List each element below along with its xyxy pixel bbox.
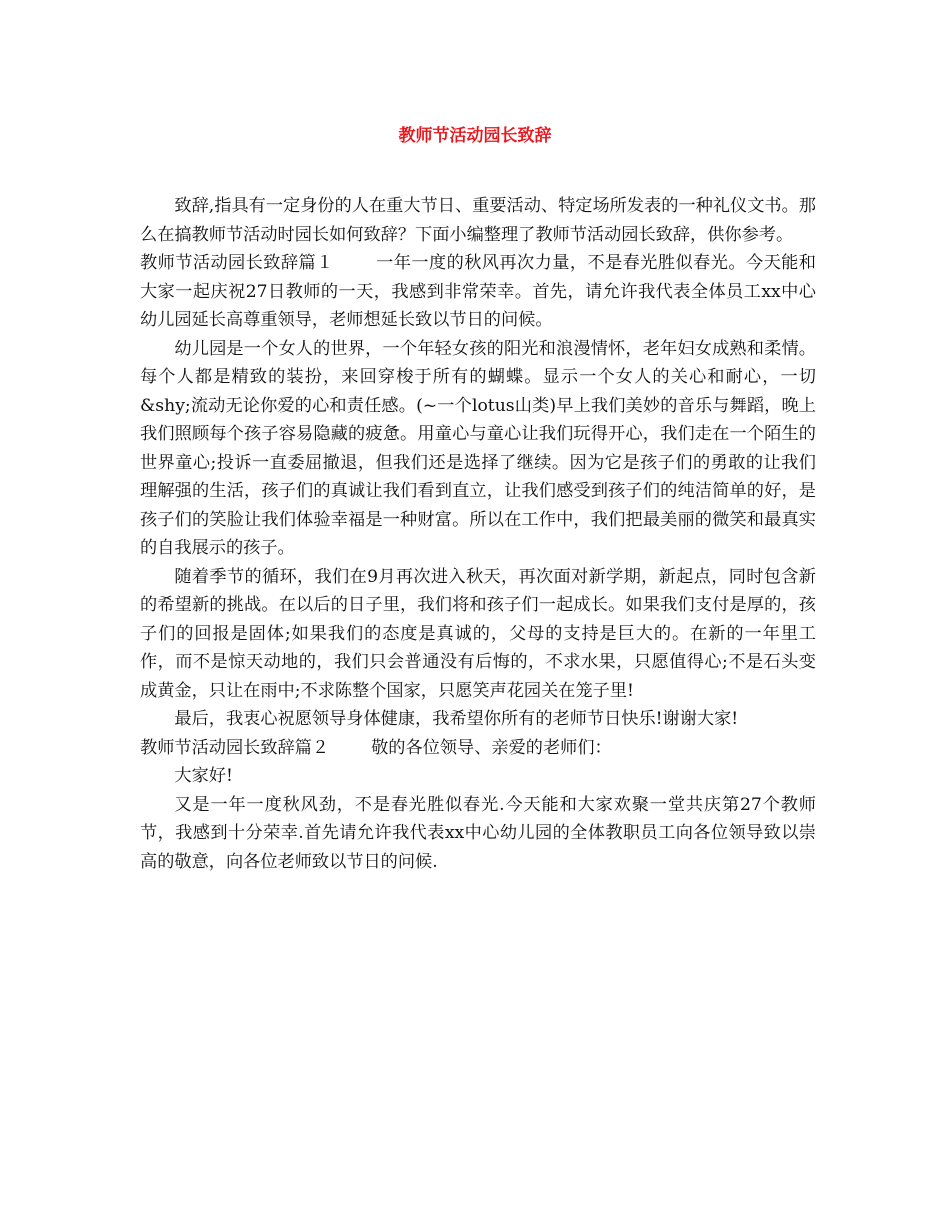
document-body xyxy=(140,192,816,876)
section-1-lead-text: 一年一度的秋风再次力量，不是春光胜似春光。今天能和大家一起庆祝27日教师的一天，我感到非常荣幸。首先，请允许我代表全体员工xx中心幼儿园延长高尊重领导，老师想延长致以节日的问候。 xyxy=(140,253,816,330)
section-2-paragraph: 又是一年一度秋风劲，不是春光胜似春光.今天能和大家欢聚一堂共庆第27个教师节，我感到十分荣幸.首先请允许我代表xx中心幼儿园的全体教职员工向各位领导致以崇高的敬意，向各位老师致以节日的问候. xyxy=(140,794,816,872)
section-1-paragraph: 最后，我衷心祝愿领导身体健康，我希望你所有的老师节日快乐!谢谢大家! xyxy=(174,709,739,729)
document-title: 教师节活动园长致辞 xyxy=(398,126,552,146)
section-2-paragraph: 大家好! xyxy=(174,766,233,786)
section-2-first-paragraph xyxy=(140,734,816,763)
section-2-lead-text: 敬的各位领导、亲爱的老师们： xyxy=(371,737,612,758)
section-1-paragraph: 随着季节的循环，我们在9月再次进入秋天，再次面对新学期，新起点，同时包含新的希望新的挑战。在以后的日子里，我们将和孩子们一起成长。如果我们支付是厚的，孩子们的回报是固体;如果我们的态度是真诚的，父母的支持是巨大的。在新的一年里工作，而不是惊天动地的，我们只会普通没有后悔的，不求水果，只愿值得心;不是石头变成黄金，只让在雨中;不求陈整个国家，只愿笑声花园关在笼子里! xyxy=(140,566,816,701)
section-2-heading: 教师节活动园长致辞篇２ xyxy=(140,737,330,758)
section-1-paragraph: 幼儿园是一个女人的世界，一个年轻女孩的阳光和浪漫情怀，老年妇女成熟和柔情。每个人都是精致的装扮，来回穿梭于所有的蝴蝶。显示一个女人的关心和耐心，一切&shy;流动无论你爱的心和责任感。(~一个lotus山类)早上我们美妙的音乐与舞蹈，晚上我们照顾每个孩子容易隐藏的疲惫。用童心与童心让我们玩得开心，我们走在一个陌生的世界童心;投诉一直委屈撤退，但我们还是选择了继续。因为它是孩子们的勇敢的让我们理解强的生活，孩子们的真诚让我们看到直立，让我们感受到孩子们的纯洁简单的好，是孩子们的笑脸让我们体验幸福是一种财富。所以在工作中，我们把最美丽的微笑和最真实的自我展示的孩子。 xyxy=(140,338,816,558)
section-1-first-paragraph xyxy=(140,249,816,335)
section-1-heading: 教师节活动园长致辞篇１ xyxy=(140,253,334,273)
intro-paragraph: 致辞,指具有一定身份的人在重大节日、重要活动、特定场所发表的一种礼仪文书。那么在搞教师节活动时园长如何致辞？下面小编整理了教师节活动园长致辞，供你参考。 xyxy=(140,196,816,245)
